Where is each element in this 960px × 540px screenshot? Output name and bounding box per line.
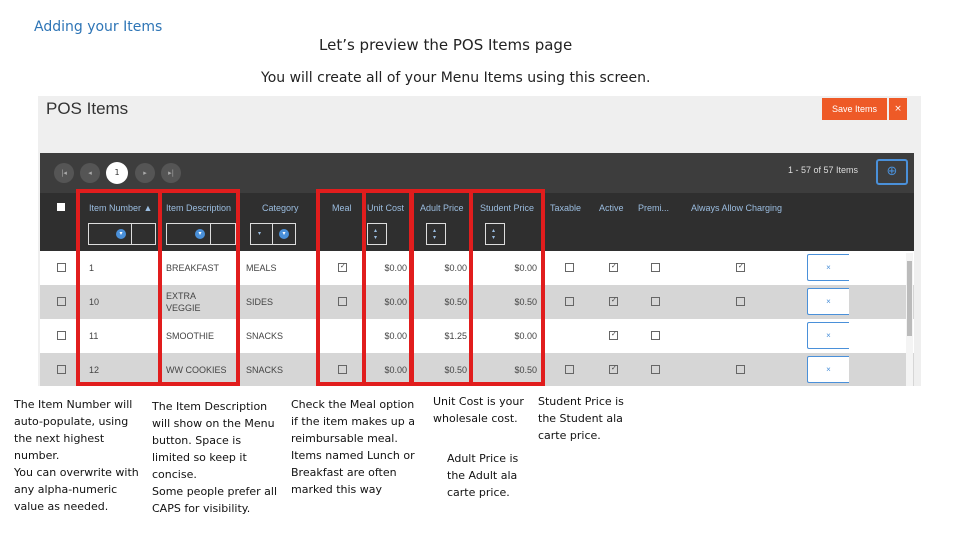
row-select-checkbox[interactable] — [57, 263, 66, 272]
last-page-icon[interactable]: ▸| — [161, 163, 181, 183]
always-allow-checkbox[interactable] — [736, 297, 745, 306]
annotation-line: Check the Meal option — [291, 398, 415, 411]
filter-icon[interactable]: ▾ — [279, 229, 289, 239]
adult-price-cell[interactable]: $0.00 — [444, 263, 467, 273]
student-price-cell[interactable]: $0.00 — [514, 331, 537, 341]
student-price-cell[interactable]: $0.50 — [514, 297, 537, 307]
highlight-unit-cost — [362, 189, 414, 386]
unit-cost-cell[interactable]: $0.00 — [384, 263, 407, 273]
row-select-checkbox[interactable] — [57, 297, 66, 306]
annotation-line: Items named Lunch or — [291, 449, 415, 462]
always-allow-checkbox[interactable] — [736, 365, 745, 374]
annotation-student-price — [538, 393, 648, 444]
annotation-line: auto-populate, using — [14, 415, 129, 428]
scroll-thumb[interactable] — [907, 261, 912, 336]
highlight-student-price — [469, 189, 545, 386]
annotation-line: will show on the Menu — [152, 417, 275, 430]
row-select-checkbox[interactable] — [57, 365, 66, 374]
annotation-item-number — [14, 396, 152, 515]
annotation-line: reimbursable meal. — [291, 432, 398, 445]
item-number-cell[interactable]: 12 — [89, 365, 100, 375]
col-always-allow-charging[interactable]: Always Allow Charging — [691, 203, 783, 213]
active-checkbox[interactable] — [609, 297, 618, 306]
annotation-line: The Item Number will — [14, 398, 133, 411]
col-taxable[interactable]: Taxable — [550, 203, 582, 213]
highlight-adult-price — [409, 189, 473, 386]
col-active[interactable]: Active — [599, 203, 624, 213]
annotation-line: Breakfast are often — [291, 466, 397, 479]
annotation-line: the Adult ala — [447, 469, 518, 482]
stepper-icon[interactable]: ▴ ▾ — [433, 227, 437, 241]
slide-subtitle: You will create all of your Menu Items using this screen. — [261, 70, 651, 86]
first-page-icon[interactable]: |◂ — [54, 163, 74, 183]
active-checkbox[interactable] — [609, 365, 618, 374]
annotation-line: any alpha-numeric — [14, 483, 118, 496]
filter-icon[interactable]: ▾ — [195, 229, 205, 239]
close-button[interactable]: × — [889, 98, 907, 120]
item-description-cell[interactable]: WW COOKIES — [166, 365, 227, 375]
annotation-line: Adult Price is — [447, 452, 519, 465]
item-number-cell[interactable]: 1 — [89, 263, 95, 273]
delete-row-button[interactable]: × — [807, 356, 849, 383]
annotation-line: wholesale cost. — [433, 412, 518, 425]
highlight-item-number — [76, 189, 162, 386]
active-checkbox[interactable] — [609, 263, 618, 272]
annotation-line: the Student ala — [538, 412, 623, 425]
annotation-line: Student Price is — [538, 395, 624, 408]
premium-checkbox[interactable] — [651, 263, 660, 272]
highlight-item-description — [158, 189, 240, 386]
annotation-line: Unit Cost is your — [433, 395, 524, 408]
annotation-line: if the item makes up a — [291, 415, 415, 428]
category-cell[interactable]: SNACKS — [246, 365, 284, 375]
adult-price-cell[interactable]: $1.25 — [444, 331, 467, 341]
annotation-line: number. — [14, 449, 60, 462]
adult-price-cell[interactable]: $0.50 — [444, 297, 467, 307]
annotation-line: concise. — [152, 468, 197, 481]
col-item-description[interactable]: Item Description — [166, 203, 232, 213]
student-price-cell[interactable]: $0.00 — [514, 263, 537, 273]
adult-price-cell[interactable]: $0.50 — [444, 365, 467, 375]
save-items-button[interactable]: Save Items — [822, 98, 887, 120]
col-meal[interactable]: Meal — [332, 203, 352, 213]
annotation-line: carte price. — [538, 429, 601, 442]
taxable-checkbox[interactable] — [565, 365, 574, 374]
stepper-icon[interactable]: ▴ ▾ — [492, 227, 496, 241]
col-category[interactable]: Category — [262, 203, 299, 213]
slide-title: Let’s preview the POS Items page — [319, 36, 573, 54]
col-student-price[interactable]: Student Price — [480, 203, 535, 213]
item-description-cell[interactable]: EXTRA VEGGIE — [166, 291, 201, 313]
item-number-cell[interactable]: 11 — [89, 331, 99, 341]
premium-checkbox[interactable] — [651, 365, 660, 374]
delete-row-button[interactable]: × — [807, 254, 849, 281]
annotation-line: CAPS for visibility. — [152, 502, 251, 515]
page-button-current[interactable]: 1 — [106, 162, 128, 184]
category-filter[interactable] — [250, 223, 296, 245]
premium-checkbox[interactable] — [651, 297, 660, 306]
annotation-line: button. Space is — [152, 434, 242, 447]
prev-page-icon[interactable]: ◂ — [80, 163, 100, 183]
annotation-unit-cost — [433, 393, 537, 427]
item-description-cell[interactable]: SMOOTHIE — [166, 331, 215, 341]
unit-cost-cell[interactable]: $0.00 — [384, 297, 407, 307]
filter-icon[interactable]: ▾ — [116, 229, 126, 239]
category-cell[interactable]: SIDES — [246, 297, 274, 307]
always-allow-checkbox[interactable] — [736, 263, 745, 272]
stepper-icon[interactable]: ▴ ▾ — [374, 227, 378, 241]
annotation-item-description — [152, 398, 292, 517]
col-adult-price[interactable]: Adult Price — [420, 203, 464, 213]
page-title: POS Items — [46, 99, 129, 118]
annotation-line: marked this way — [291, 483, 383, 496]
pager-bar — [40, 153, 914, 193]
premium-checkbox[interactable] — [651, 331, 660, 340]
annotation-adult-price — [447, 450, 537, 501]
select-all-checkbox[interactable] — [57, 203, 65, 211]
next-page-icon[interactable]: ▸ — [135, 163, 155, 183]
category-cell[interactable]: MEALS — [246, 263, 277, 273]
delete-row-button[interactable]: × — [807, 322, 849, 349]
col-unit-cost[interactable]: Unit Cost — [367, 203, 405, 213]
col-premium[interactable]: Premi... — [638, 203, 670, 213]
unit-cost-cell[interactable]: $0.00 — [384, 365, 407, 375]
unit-cost-cell[interactable]: $0.00 — [384, 331, 407, 341]
item-number-cell[interactable]: 10 — [89, 297, 100, 307]
col-item-number[interactable]: Item Number ▲ — [89, 203, 153, 213]
scrollbar[interactable] — [906, 253, 913, 386]
taxable-checkbox[interactable] — [565, 263, 574, 272]
dropdown-icon[interactable]: ▾ — [258, 230, 262, 237]
highlight-meal — [316, 189, 366, 386]
slide-label: Adding your Items — [34, 19, 163, 35]
annotation-meal — [291, 396, 431, 498]
row-select-checkbox[interactable] — [57, 331, 66, 340]
annotation-line: You can overwrite with — [14, 466, 139, 479]
item-description-cell[interactable]: BREAKFAST — [166, 263, 220, 273]
annotation-line: the next highest — [14, 432, 105, 445]
category-cell[interactable]: SNACKS — [246, 331, 284, 341]
annotation-line: limited so keep it — [152, 451, 247, 464]
annotation-line: value as needed. — [14, 500, 109, 513]
annotation-line: Some people prefer all — [152, 485, 278, 498]
item-count: 1 - 57 of 57 Items — [788, 165, 859, 175]
taxable-checkbox[interactable] — [565, 297, 574, 306]
active-checkbox[interactable] — [609, 331, 618, 340]
delete-row-button[interactable]: × — [807, 288, 849, 315]
column-settings-icon[interactable]: ⊕ — [876, 159, 908, 185]
annotation-line: carte price. — [447, 486, 510, 499]
annotation-line: The Item Description — [152, 400, 268, 413]
student-price-cell[interactable]: $0.50 — [514, 365, 537, 375]
